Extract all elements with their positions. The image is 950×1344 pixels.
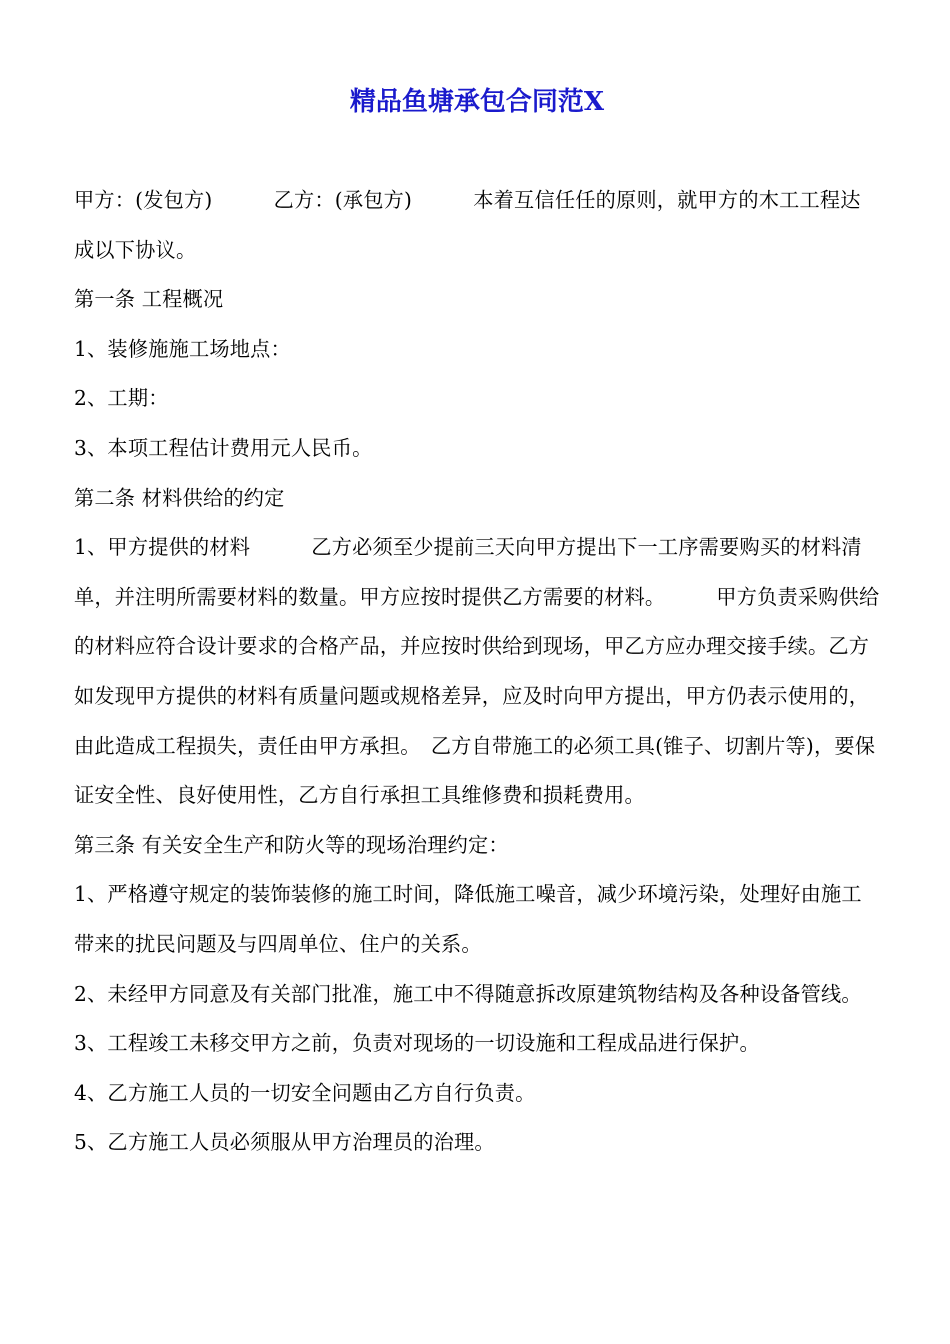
paragraph-item: 2、未经甲方同意及有关部门批准，施工中不得随意拆改原建筑物结构及各种设备管线。	[74, 981, 862, 1006]
paragraph-item: 1、甲方提供的材料 乙方必须至少提前三天向甲方提出下一工序需要购买的材料清单，并注明所需要材料的数量。甲方应按时提供乙方需要的材料。 甲方负责采购供给的材料应符合设计要求的合格产品，并应按时供给到现场，甲乙方应办理交接手续。乙方如发现甲方提供的材料有质量问题或规格差异，应及时向甲方提出，甲方仍表示使用的，由此造成工程损失，责任由甲方承担。 乙方自带施工的必须工具(锥子、切割片等)，要保证安全性、良好使用性，乙方自行承担工具维修费和损耗费用。	[74, 535, 880, 808]
document-body	[74, 176, 880, 1168]
paragraph-item: 5、乙方施工人员必须服从甲方治理员的治理。	[74, 1130, 495, 1155]
paragraph-item: 1、装修施施工场地点：	[74, 336, 291, 361]
paragraph-item: 2、工期：	[74, 386, 169, 411]
section-heading-3: 第三条 有关安全生产和防火等的现场治理约定：	[74, 832, 509, 857]
paragraph-item: 3、工程竣工未移交甲方之前，负责对现场的一切设施和工程成品进行保护。	[74, 1031, 760, 1056]
section-heading-2: 第二条 材料供给的约定	[74, 485, 285, 510]
paragraph-item: 3、本项工程估计费用元人民币。	[74, 435, 373, 460]
paragraph-item: 1、严格遵守规定的装饰装修的施工时间，降低施工噪音，减少环境污染，处理好由施工带来的扰民问题及与四周单位、住户的关系。	[74, 882, 862, 956]
section-heading-1: 第一条 工程概况	[74, 287, 224, 312]
document-title: 精品鱼塘承包合同范X	[349, 87, 605, 117]
paragraph-item: 4、乙方施工人员的一切安全问题由乙方自行负责。	[74, 1080, 536, 1105]
paragraph-parties: 甲方：(发包方) 乙方：(承包方) 本着互信任任的原则，就甲方的木工工程达成以下协议。	[74, 188, 861, 262]
